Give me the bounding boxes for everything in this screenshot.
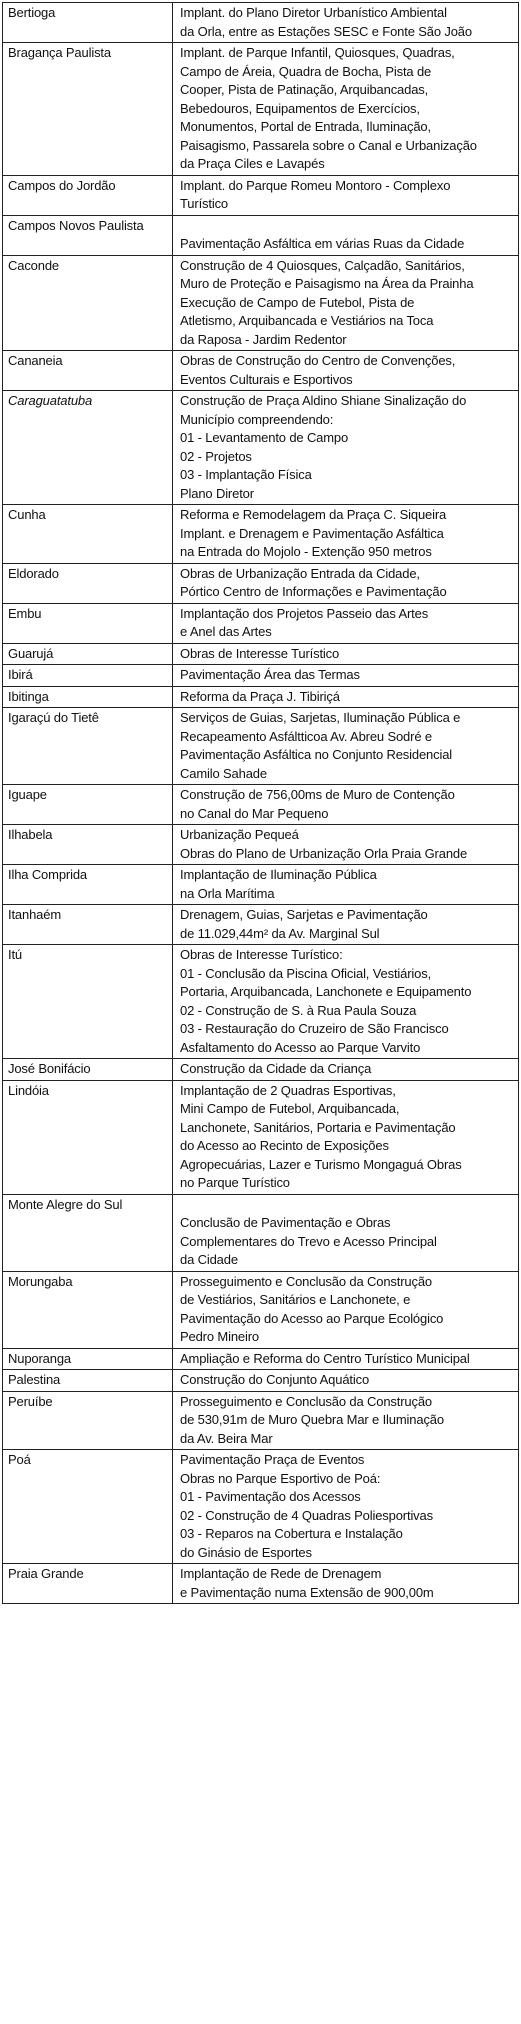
city-name: Eldorado <box>8 565 59 581</box>
description-line: Complementares do Trevo e Acesso Principal <box>180 1233 437 1249</box>
description-cell <box>173 945 519 1059</box>
description-line: Pavimentação Asfáltica em várias Ruas da Cidade <box>180 236 465 251</box>
city-cell <box>3 505 173 564</box>
description-line: Implantação de Rede de Drenagem <box>180 1566 382 1581</box>
table-row <box>3 905 519 945</box>
city-cell <box>3 865 173 905</box>
description-line: Pavimentação do Acesso ao Parque Ecológico <box>180 1310 444 1326</box>
description-line: da Praça Ciles e Lavapés <box>180 156 325 171</box>
city-cell <box>3 785 173 825</box>
description-cell <box>173 665 519 687</box>
description-line: Turístico <box>180 196 229 211</box>
description-cell <box>173 255 519 351</box>
city-cell <box>3 643 173 665</box>
works-table-body <box>3 3 519 1604</box>
description-line: de 11.029,44m² da Av. Marginal Sul <box>180 925 380 941</box>
city-cell <box>3 708 173 785</box>
description-cell <box>173 1271 519 1348</box>
description-line: Implant. do Plano Diretor Urbanístico Ambiental <box>180 5 447 20</box>
table-row <box>3 708 519 785</box>
description-line: no Canal do Mar Pequeno <box>180 805 329 821</box>
description-line: Muro de Proteção e Paisagismo na Área da Prainha <box>180 276 474 291</box>
table-row <box>3 865 519 905</box>
city-cell <box>3 1450 173 1564</box>
city-cell <box>3 3 173 43</box>
city-cell <box>3 215 173 255</box>
city-cell <box>3 1391 173 1450</box>
description-line: Ampliação e Reforma do Centro Turístico Municipal <box>180 1350 470 1366</box>
description-line: Obras de Construção do Centro de Convenções, <box>180 353 456 368</box>
description-line: da Orla, entre as Estações SESC e Fonte São João <box>180 23 472 39</box>
table-row <box>3 785 519 825</box>
description-line: Obras de Interesse Turístico <box>180 645 340 661</box>
description-line: do Ginásio de Esportes <box>180 1544 312 1560</box>
table-row <box>3 255 519 351</box>
description-cell <box>173 563 519 603</box>
city-cell <box>3 1564 173 1604</box>
description-cell <box>173 1370 519 1392</box>
description-line: Monumentos, Portal de Entrada, Iluminação, <box>180 119 431 134</box>
city-name: Guarujá <box>8 645 54 661</box>
city-name: Campos Novos Paulista <box>8 217 144 233</box>
city-cell <box>3 1194 173 1271</box>
table-row <box>3 43 519 176</box>
city-name: Igaraçú do Tietê <box>8 710 99 725</box>
description-line: Asfaltamento do Acesso ao Parque Varvito <box>180 1039 421 1055</box>
city-name: Ibitinga <box>8 688 49 704</box>
description-cell <box>173 785 519 825</box>
description-cell <box>173 505 519 564</box>
description-cell <box>173 686 519 708</box>
description-line: Construção da Cidade da Criança <box>180 1061 372 1076</box>
description-line: Serviços de Guias, Sarjetas, Iluminação Pública e <box>180 710 461 725</box>
description-line: 02 - Construção de S. à Rua Paula Souza <box>180 1002 417 1018</box>
table-row <box>3 505 519 564</box>
description-line: Pórtico Centro de Informações e Pavimentação <box>180 584 447 599</box>
city-name: José Bonifácio <box>8 1061 91 1076</box>
description-line: Execução de Campo de Futebol, Pista de <box>180 294 415 310</box>
city-name: Embu <box>8 605 42 621</box>
city-cell <box>3 391 173 505</box>
description-line: Paisagismo, Passarela sobre o Canal e Urbanização <box>180 137 477 153</box>
document-page <box>2 2 519 1604</box>
description-cell <box>173 3 519 43</box>
description-line: 03 - Implantação Física <box>180 467 312 482</box>
description-line: Reforma da Praça J. Tibiriçá <box>180 688 340 704</box>
description-cell <box>173 865 519 905</box>
description-line: 01 - Levantamento de Campo <box>180 430 349 445</box>
description-line: do Acesso ao Recinto de Exposições <box>180 1138 389 1153</box>
table-row <box>3 1564 519 1604</box>
table-row <box>3 665 519 687</box>
table-row <box>3 1450 519 1564</box>
description-line: Construção de 4 Quiosques, Calçadão, Sanitários, <box>180 257 465 273</box>
city-cell <box>3 175 173 215</box>
city-name: Lindóia <box>8 1082 49 1098</box>
city-cell <box>3 665 173 687</box>
description-line: Pavimentação Praça de Eventos <box>180 1452 365 1467</box>
table-row <box>3 175 519 215</box>
city-name: Campos do Jordão <box>8 177 116 193</box>
table-row <box>3 643 519 665</box>
description-cell <box>173 1059 519 1081</box>
city-name: Poá <box>8 1452 31 1467</box>
description-line: Implant. do Parque Romeu Montoro - Complexo <box>180 177 451 193</box>
description-line: Construção de 756,00ms de Muro de Contenção <box>180 787 455 802</box>
table-row <box>3 391 519 505</box>
description-cell <box>173 43 519 176</box>
description-cell <box>173 1348 519 1370</box>
city-name: Bragança Paulista <box>8 45 111 60</box>
city-name: Ilha Comprida <box>8 867 87 882</box>
description-cell <box>173 643 519 665</box>
city-cell <box>3 43 173 176</box>
description-line: Lanchonete, Sanitários, Portaria e Pavimentação <box>180 1119 456 1135</box>
city-name: Cunha <box>8 507 46 522</box>
description-cell <box>173 1080 519 1194</box>
description-line: de 530,91m de Muro Quebra Mar e Iluminação <box>180 1412 444 1427</box>
description-line: Portaria, Arquibancada, Lanchonete e Equipamento <box>180 984 472 999</box>
city-cell <box>3 1370 173 1392</box>
city-cell <box>3 686 173 708</box>
description-line: de Vestiários, Sanitários e Lanchonete, e <box>180 1292 411 1307</box>
city-name: Praia Grande <box>8 1566 84 1581</box>
description-cell <box>173 1564 519 1604</box>
city-cell <box>3 1080 173 1194</box>
description-cell <box>173 175 519 215</box>
city-name: Itanhaém <box>8 907 62 922</box>
table-row <box>3 686 519 708</box>
city-name: Palestina <box>8 1372 61 1387</box>
description-line: Recapeamento Asfáltticoa Av. Abreu Sodré e <box>180 728 432 744</box>
table-row <box>3 1370 519 1392</box>
description-line <box>180 1196 514 1215</box>
description-line: 01 - Conclusão da Piscina Oficial, Vestiários, <box>180 965 432 981</box>
description-line: Reforma e Remodelagem da Praça C. Siqueira <box>180 507 447 522</box>
description-line: na Entrada do Mojolo - Extenção 950 metros <box>180 544 432 559</box>
table-row <box>3 1391 519 1450</box>
city-name: Bertioga <box>8 5 56 20</box>
city-cell <box>3 563 173 603</box>
description-line: 03 - Reparos na Cobertura e Instalação <box>180 1526 403 1541</box>
table-row <box>3 945 519 1059</box>
description-line: Pavimentação Asfáltica no Conjunto Residencial <box>180 747 453 762</box>
city-name: Peruíbe <box>8 1393 53 1409</box>
description-line: Pavimentação Área das Termas <box>180 667 360 682</box>
description-line: da Av. Beira Mar <box>180 1430 273 1446</box>
table-row <box>3 563 519 603</box>
city-cell <box>3 351 173 391</box>
city-name: Monte Alegre do Sul <box>8 1196 123 1212</box>
description-line: Prosseguimento e Conclusão da Construção <box>180 1273 432 1289</box>
city-cell <box>3 1271 173 1348</box>
city-name: Ilhabela <box>8 827 53 842</box>
table-row <box>3 1271 519 1348</box>
city-cell <box>3 1059 173 1081</box>
description-line: Implantação dos Projetos Passeio das Artes <box>180 605 429 621</box>
city-cell <box>3 255 173 351</box>
description-line: Prosseguimento e Conclusão da Construção <box>180 1393 432 1409</box>
city-cell <box>3 905 173 945</box>
city-cell <box>3 1348 173 1370</box>
description-line: Implantação de Iluminação Pública <box>180 867 377 882</box>
description-line: Campo de Áreia, Quadra de Bocha, Pista de <box>180 63 432 79</box>
city-name: Cananeia <box>8 353 63 368</box>
table-row <box>3 1348 519 1370</box>
table-row <box>3 603 519 643</box>
description-cell <box>173 351 519 391</box>
description-line: Eventos Culturais e Esportivos <box>180 371 353 387</box>
description-cell <box>173 708 519 785</box>
description-line: Plano Diretor <box>180 485 254 501</box>
description-line: da Raposa - Jardim Redentor <box>180 331 347 347</box>
description-line: Obras do Plano de Urbanização Orla Praia Grande <box>180 845 468 861</box>
city-cell <box>3 603 173 643</box>
city-name: Ibirá <box>8 667 33 682</box>
description-line: Drenagem, Guias, Sarjetas e Pavimentação <box>180 907 428 922</box>
description-line: e Anel das Artes <box>180 624 272 639</box>
description-line: Construção do Conjunto Aquático <box>180 1372 370 1387</box>
table-row <box>3 1080 519 1194</box>
description-line: no Parque Turístico <box>180 1175 290 1190</box>
city-name: Caconde <box>8 257 59 273</box>
description-line: Bebedouros, Equipamentos de Exercícios, <box>180 100 420 116</box>
description-line: Camilo Sahade <box>180 765 267 781</box>
description-line: 03 - Restauração do Cruzeiro de São Francisco <box>180 1021 449 1036</box>
description-line: Construção de Praça Aldino Shiane Sinalização do <box>180 393 467 408</box>
description-line: Implantação de 2 Quadras Esportivas, <box>180 1082 396 1098</box>
table-row <box>3 351 519 391</box>
table-row <box>3 3 519 43</box>
city-name: Iguape <box>8 787 47 802</box>
description-line <box>180 217 514 236</box>
description-line: Conclusão de Pavimentação e Obras <box>180 1215 391 1230</box>
description-line: 02 - Construção de 4 Quadras Poliesportivas <box>180 1507 433 1523</box>
description-line: 02 - Projetos <box>180 448 252 464</box>
city-cell <box>3 825 173 865</box>
description-line: da Cidade <box>180 1252 238 1267</box>
description-line: Mini Campo de Futebol, Arquibancada, <box>180 1101 400 1116</box>
table-row <box>3 1059 519 1081</box>
description-line: Obras no Parque Esportivo de Poá: <box>180 1470 381 1486</box>
description-line: Urbanização Pequeá <box>180 827 299 842</box>
description-line: Agropecuárias, Lazer e Turismo Mongaguá Obras <box>180 1156 462 1172</box>
description-line: Cooper, Pista de Patinação, Arquibancadas, <box>180 82 429 97</box>
description-cell <box>173 905 519 945</box>
description-line: Município compreendendo: <box>180 411 334 427</box>
description-line: Obras de Interesse Turístico: <box>180 947 343 962</box>
works-table <box>2 2 519 1604</box>
description-line: na Orla Marítima <box>180 885 275 901</box>
description-cell <box>173 1450 519 1564</box>
description-line: 01 - Pavimentação dos Acessos <box>180 1489 361 1504</box>
table-row <box>3 825 519 865</box>
city-name: Nuporanga <box>8 1350 71 1366</box>
description-line: Obras de Urbanização Entrada da Cidade, <box>180 565 420 581</box>
description-line: Implant. de Parque Infantil, Quiosques, Quadras, <box>180 45 455 60</box>
description-line: Implant. e Drenagem e Pavimentação Asfáltica <box>180 525 444 541</box>
city-name: Caraguatatuba <box>8 393 93 408</box>
city-cell <box>3 945 173 1059</box>
description-cell <box>173 603 519 643</box>
description-line: e Pavimentação numa Extensão de 900,00m <box>180 1584 434 1600</box>
city-name: Itú <box>8 947 23 962</box>
description-cell <box>173 825 519 865</box>
description-cell <box>173 215 519 255</box>
description-cell <box>173 1194 519 1271</box>
table-row <box>3 215 519 255</box>
description-cell <box>173 391 519 505</box>
description-line: Atletismo, Arquibancada e Vestiários na Toca <box>180 313 434 328</box>
description-line: Pedro Mineiro <box>180 1329 259 1344</box>
city-name: Morungaba <box>8 1273 73 1289</box>
table-row <box>3 1194 519 1271</box>
description-cell <box>173 1391 519 1450</box>
